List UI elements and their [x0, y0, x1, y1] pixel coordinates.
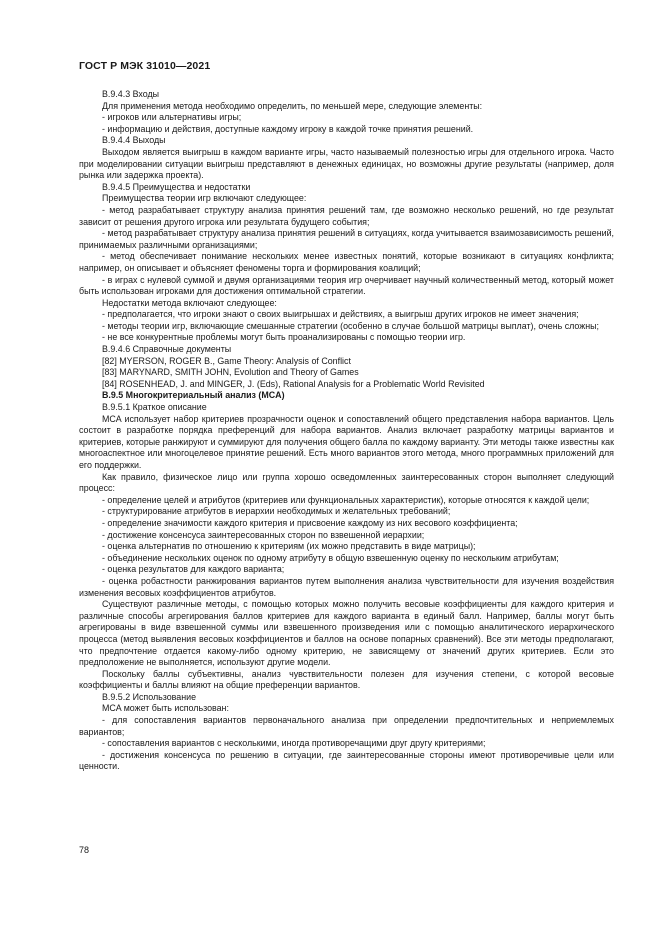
paragraph: - предполагается, что игроки знают о своих выигрышах и действиях, а выигрыш других игроков не имеет значения;	[102, 309, 579, 320]
paragraph: B.9.5 Многокритериальный анализ (MCA)	[102, 390, 285, 401]
paragraph: Существуют различные методы, с помощью которых можно получить весовые коэффициенты для каждого критерия и различные способы агрегирования баллов критериев для каждого варианта в единый балл. Например, баллы могут быть агрегированы в виде взвешенной суммы или взвешенного произведения или с помощью аналитического иерархического процесса (метод выявления весовых коэффициентов и баллов на основе попарных сравнений). Все эти методы предполагают, что предпочтение отдается какому-либо одному критерию, не зависящему от значений других критериев. Если это предположение не выполняется, используют другие модели.	[79, 599, 614, 668]
paragraph: B.9.4.3 Входы	[102, 89, 160, 99]
paragraph: - игроков или альтернативы игры;	[102, 112, 242, 123]
paragraph: - метод обеспечивает понимание нескольких менее известных понятий, которые возникают в ситуациях конфликта; например, он описывает и объясняет феномены торга и формирования коалиций;	[79, 251, 614, 273]
paragraph: - методы теории игр, включающие смешанные стратегии (особенно в случае большой матрицы выплат), очень сложны;	[102, 320, 599, 331]
paragraph: Выходом является выигрыш в каждом варианте игры, часто называемый полезностью игры для отдельного игрока. Часто при моделировании ситуации выигрыш представляют в денежных единицах, но возможны другие результаты (например, доля рынка или задержка проекта).	[79, 146, 614, 181]
paragraph: - метод разрабатывает структуру анализа принятия решений в ситуациях, когда учитывается взаимозависимость решений, принимаемых различными организациями;	[79, 228, 614, 250]
paragraph: - определение целей и атрибутов (критериев или функциональных характеристик), которые относятся к каждой цели;	[102, 494, 590, 505]
paragraph: B.9.5.2 Использование	[102, 691, 197, 702]
paragraph: - информацию и действия, доступные каждому игроку в каждой точке принятия решений.	[102, 123, 474, 134]
paragraph: Недостатки метода включают следующее:	[102, 297, 277, 308]
paragraph: - оценка робастности ранжирования вариантов путем выполнения анализа чувствительности для изучения воздействия изменения весовых коэффициентов атрибутов.	[79, 575, 614, 598]
paragraph: Поскольку баллы субъективны, анализ чувствительности полезен для изучения степени, с которой весовые коэффициенты и баллы влияют на общие преференции вариантов.	[79, 668, 614, 691]
paragraph: - определение значимости каждого критерия и присвоение каждому из них весового коэффициента;	[102, 517, 518, 528]
document-header: ГОСТ Р МЭК 31010—2021	[79, 60, 211, 72]
paragraph: MCA может быть использован:	[102, 703, 229, 714]
paragraph: - оценка альтернатив по отношению к критериям (их можно представить в виде матрицы);	[102, 541, 476, 552]
paragraph: - в играх с нулевой суммой и двумя организациями теория игр очерчивает научный количественный метод, который может быть использован игроками для достижения оптимальной стратегии.	[79, 274, 614, 297]
paragraph: [82] MYERSON, ROGER B., Game Theory: Analysis of Conflict	[102, 355, 351, 366]
paragraph: [84] ROSENHEAD, J. and MINGER, J. (Eds), Rational Analysis for a Problematic World Revisited	[102, 378, 485, 389]
paragraph: Как правило, физическое лицо или группа хорошо осведомленных заинтересованных сторон выполняет следующий процесс:	[79, 471, 614, 494]
paragraph: B.9.4.6 Справочные документы	[102, 344, 232, 355]
paragraph: Преимущества теории игр включают следующее:	[102, 193, 307, 204]
document-body	[79, 89, 614, 773]
paragraph: - для сопоставления вариантов первоначального анализа при определении предпочтительных и неприемлемых вариантов;	[79, 715, 614, 737]
paragraph: - объединение нескольких оценок по одному атрибуту в общую взвешенную оценку по нескольким атрибутам;	[102, 552, 559, 563]
paragraph: - достижение консенсуса заинтересованных сторон по взвешенной иерархии;	[102, 529, 425, 540]
paragraph: - оценка результатов для каждого варианта;	[102, 564, 285, 575]
paragraph: [83] MARYNARD, SMITH JOHN, Evolution and Theory of Games	[102, 367, 359, 378]
paragraph: B.9.5.1 Краткое описание	[102, 402, 207, 413]
paragraph: MCA использует набор критериев прозрачности оценок и сопоставлений общего представления набора вариантов. Цель состоит в разработке порядка преференций для набора вариантов. Анализ включает разработку матрицы вариантов и критериев, которые ранжируют и суммируют для получения общего балла по каждому варианту. Эти методы также известны как многоаспектное или многоцелевое принятие решений. Есть много вариантов этого метода, много программных приложений для его поддержки.	[79, 413, 614, 470]
paragraph: B.9.4.5 Преимущества и недостатки	[102, 181, 251, 192]
paragraph: - сопоставления вариантов с несколькими, иногда противоречащими друг другу критериями;	[102, 738, 486, 749]
paragraph: - структурирование атрибутов в иерархии необходимых и желательных требований;	[102, 506, 451, 517]
paragraph: - достижения консенсуса по решению в ситуации, где заинтересованные стороны имеют противоречивые цели или ценности.	[79, 749, 614, 772]
paragraph: B.9.4.4 Выходы	[102, 135, 166, 146]
page-number: 78	[79, 845, 90, 855]
paragraph: - метод разрабатывает структуру анализа принятия решений там, где возможно несколько решений, но где результат зависит от решения другого игрока или результата будущего события;	[79, 204, 614, 227]
paragraph: - не все конкурентные проблемы могут быть проанализированы с помощью теории игр.	[102, 332, 466, 343]
paragraph: Для применения метода необходимо определить, по меньшей мере, следующие элементы:	[102, 100, 483, 111]
